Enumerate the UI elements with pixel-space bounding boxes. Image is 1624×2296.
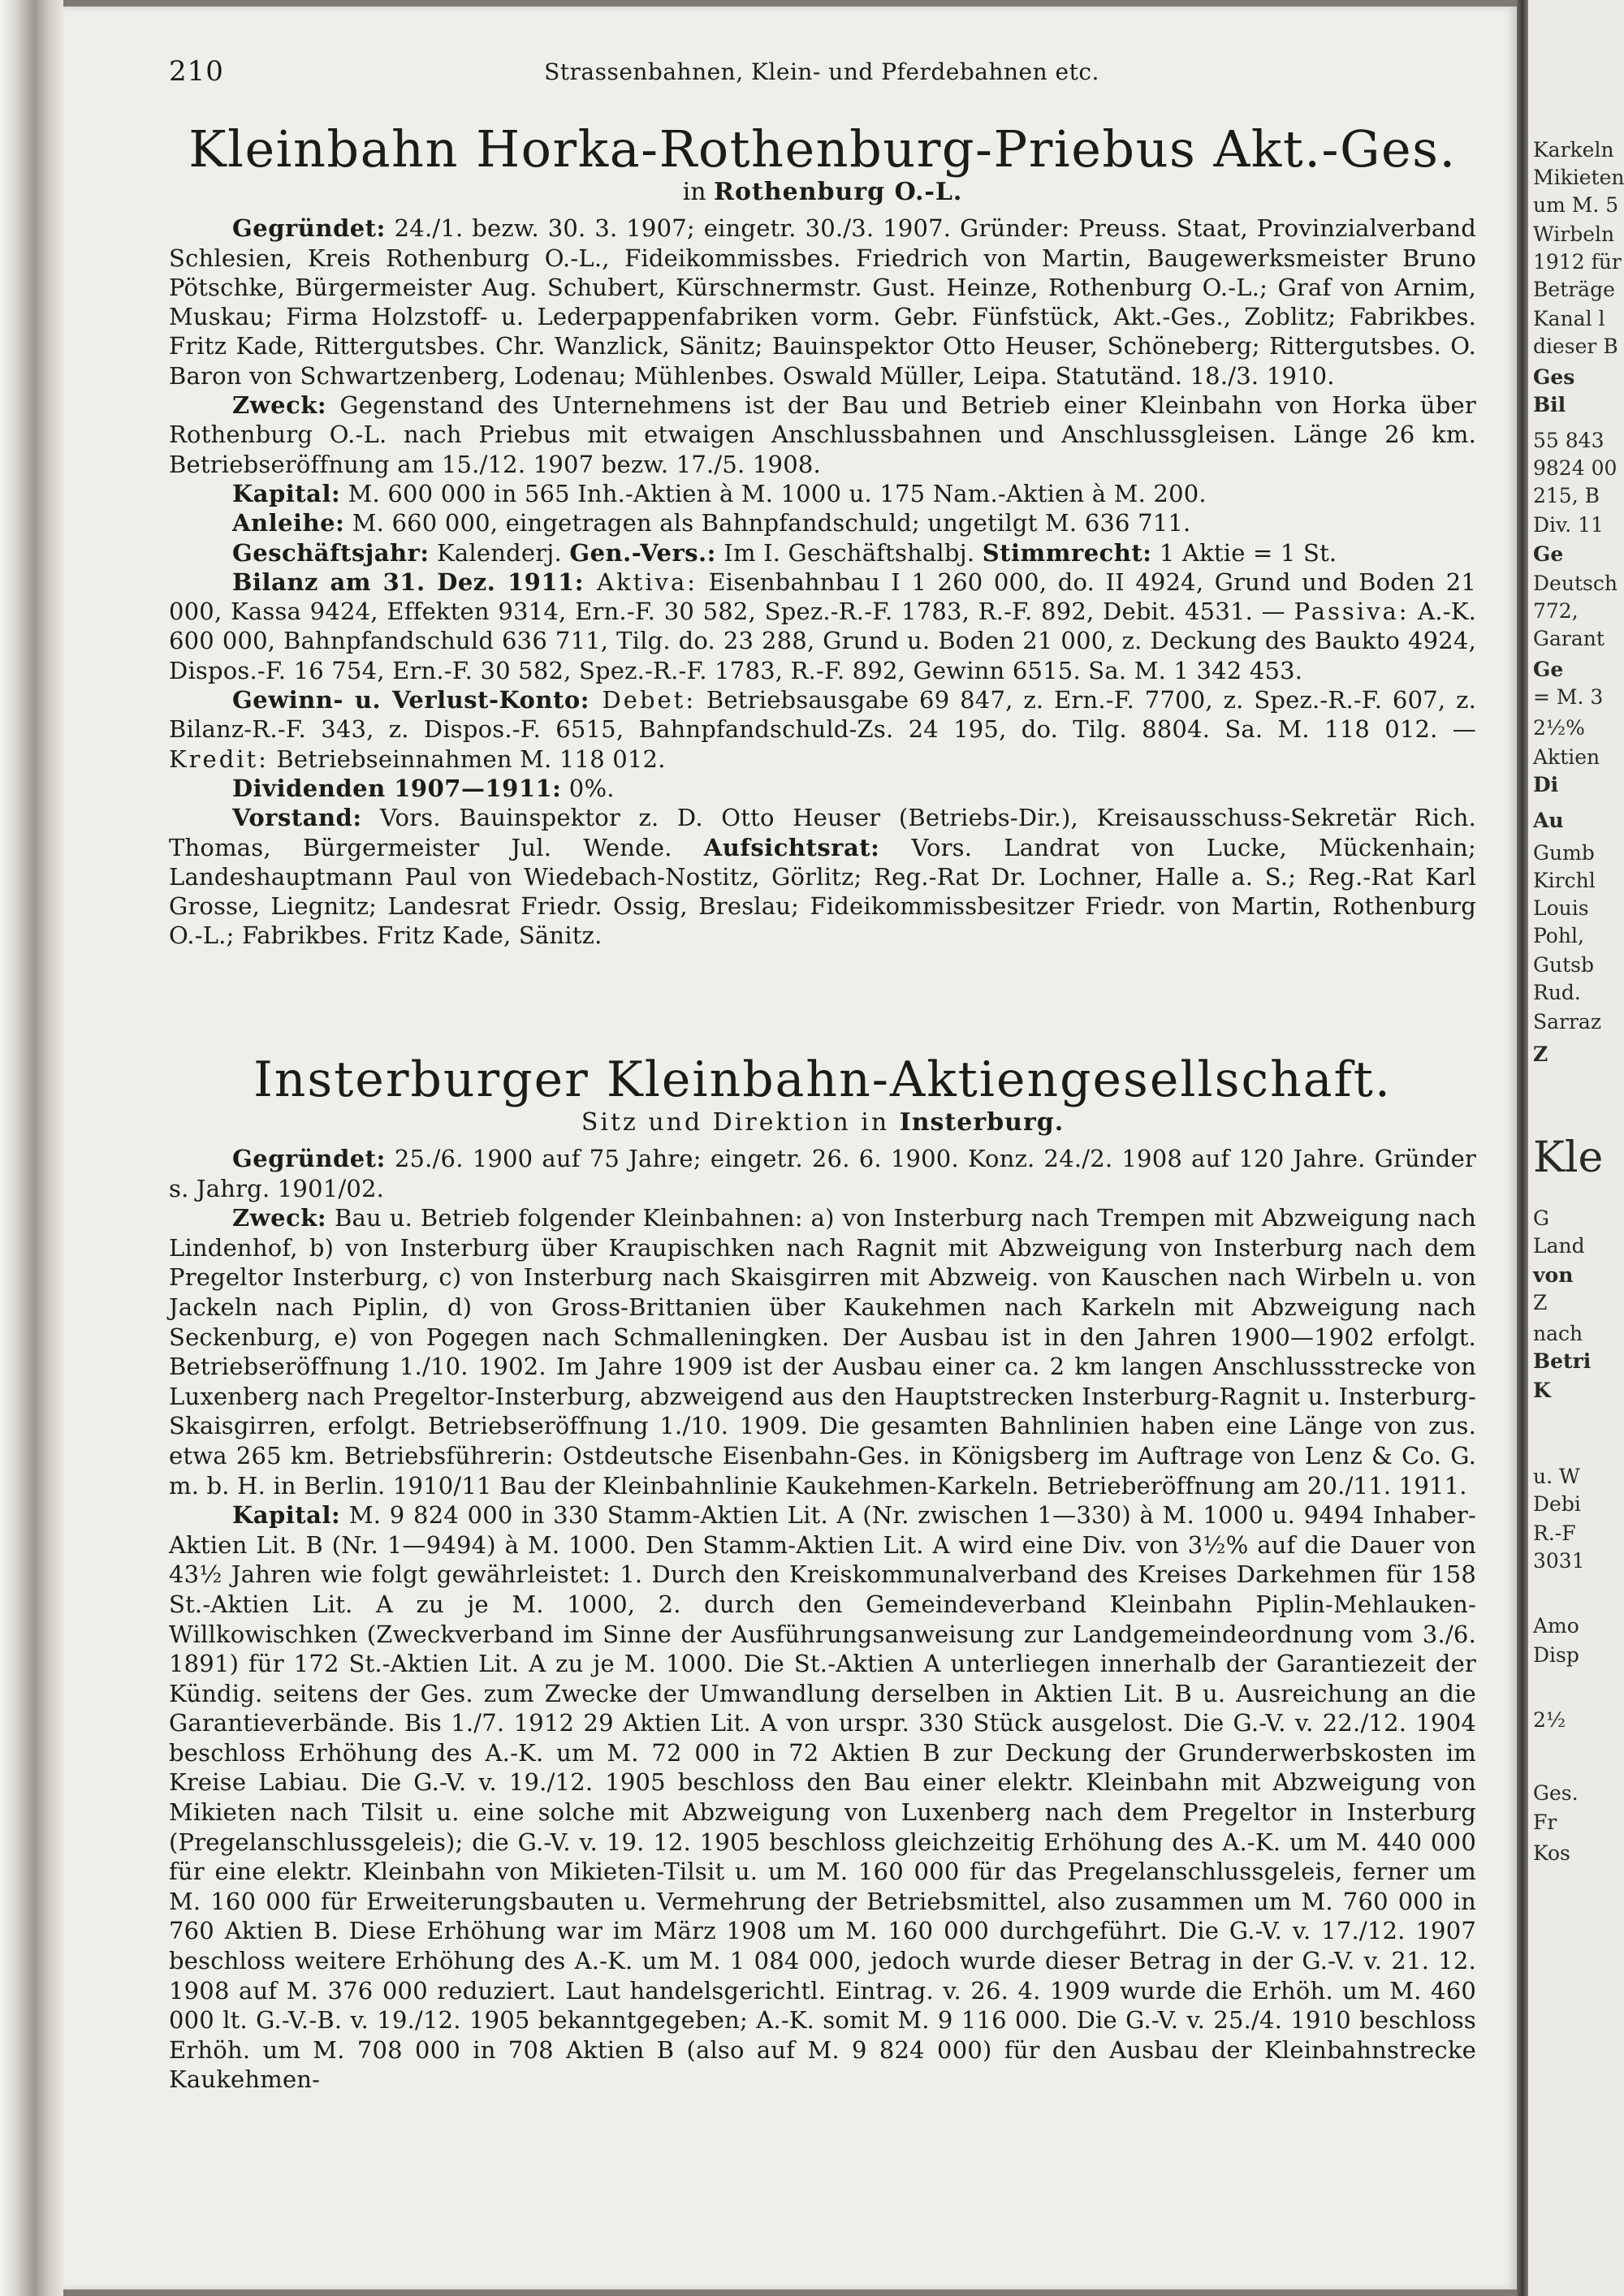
adjacent-page-fragment: Fr	[1533, 1810, 1557, 1834]
adjacent-page-fragment: von	[1533, 1263, 1574, 1287]
article-kleinbahn-horka	[169, 120, 1476, 951]
section-text: Kalenderj.	[429, 538, 570, 567]
seat-prefix: Sitz und Direktion in	[581, 1108, 900, 1137]
section-text: Eisenbahnbau I 1 260 000, do. II 4924, Grund und Boden 21 000, Kassa 9424, Effekten 9314, Ern.-F. 30 582, Spez.-R.-F. 1783, R.-F. 892, Debit. 4531. —	[169, 568, 1476, 626]
section-gegruendet	[169, 1144, 1476, 1203]
adjacent-page-fragment: Louis	[1533, 896, 1589, 920]
page-number: 210	[169, 55, 224, 88]
adjacent-page-fragment: Disp	[1533, 1643, 1579, 1667]
section-label-aufsichtsrat: Aufsichtsrat:	[703, 833, 880, 861]
adjacent-page-fragment: 3031	[1533, 1549, 1585, 1573]
running-head	[169, 55, 1475, 88]
section-zweck	[169, 391, 1476, 479]
section-text: 24./1. bezw. 30. 3. 1907; eingetr. 30./3. 1907. Gründer: Preuss. Staat, Provinzialverband Schlesien, Kreis Rothenburg O.-L., Fideikommissbes. Friedrich von Martin, Baugewerksmeister Bruno Pötschke, Bürgermeister Aug. Schubert, Kürschnermstr. Gust. Heinze, Rothenburg O.-L.; Graf von Arnim, Muskau; Firma Holzstoff- u. Lederpappenfabriken vorm. Gebr. Fünfstück, Akt.-Ges., Zoblitz; Fabrikbes. Fritz Kade, Rittergutsbes. Chr. Wanzlick, Sänitz; Bauinspektor Otto Heuser, Schöneberg; Rittergutsbes. O. Baron von Schwartzenberg, Lodenau; Mühlenbes. Oswald Müller, Leipa. Statutänd. 18./3. 1910.	[169, 214, 1476, 390]
section-text-stimmrecht: 1 Aktie = 1 St.	[1151, 538, 1337, 567]
debet-label: Debet:	[589, 686, 697, 714]
section-text: M. 660 000, eingetragen als Bahnpfandschuld; ungetilgt M. 636 711.	[344, 509, 1191, 537]
adjacent-page-fragment: Ge	[1533, 658, 1564, 681]
section-kapital	[169, 479, 1476, 508]
adjacent-page-fragment: dieser B	[1533, 334, 1618, 358]
section-label: Dividenden 1907—1911:	[232, 774, 562, 802]
section-text: M. 9 824 000 in 330 Stamm-Aktien Lit. A (Nr. zwischen 1—330) à M. 1000 u. 9494 Inhaber-Aktien Lit. B (Nr. 1—9494) à M. 1000. Den Stamm-Aktien Lit. A wird eine Div. von 3½% auf die Dauer von 43½ Jahren wie folgt gewährleistet: 1. Durch den Kreiskommunalverband des Kreises Darkehmen für 158 St.-Aktien Lit. A zu je M. 1000, 2. durch den Gemeindeverband Kleinbahn Piplin-Mehlauken-Willkowischken (Zweckverband im Sinne der Ausführungsanweisung zur Landgemeindeordnung vom 3./6. 1891) für 172 St.-Aktien Lit. A zu je M. 1000. Die St.-Aktien A unterliegen innerhalb der Garantiezeit der Kündig. seitens der Ges. zum Zwecke der Umwandlung derselben in Aktien Lit. B u. Ausreichung an die Garantieverbände. Bis 1./7. 1912 29 Aktien Lit. A von urspr. 330 Stück ausgelost. Die G.-V. v. 22./12. 1904 beschloss Erhöhung des A.-K. um M. 72 000 in 72 Aktien B zur Deckung der Grunderwerbskosten im Kreise Labiau. Die G.-V. v. 19./12. 1905 beschloss den Bau einer elektr. Kleinbahn mit Abzweigung von Mikieten nach Tilsit u. eine solche mit Abzweigung von Luxenberg nach dem Pregeltor in Insterburg (Pregelanschlussgeleis); die G.-V. v. 19. 12. 1905 beschloss gleichzeitig Erhöhung des A.-K. um M. 440 000 für eine elektr. Kleinbahn von Mikieten-Tilsit u. um M. 160 000 für das Pregelanschlussgeleis, ferner um M. 160 000 für Erweiterungsbauten u. Vermehrung der Betriebsmittel, also zusammen um M. 760 000 in 760 Aktien B. Diese Erhöhung war im März 1908 um M. 160 000 durchgeführt. Die G.-V. v. 17./12. 1907 beschloss weitere Erhöhung des A.-K. um M. 1 084 000, jedoch wurde dieser Betrag in der G.-V. v. 21. 12. 1908 auf M. 376 000 reduziert. Laut handelsgerichtl. Eintrag. v. 26. 4. 1909 wurde die Erhöh. um M. 460 000 lt. G.-V.-B. v. 19./12. 1905 bekanntgegeben; A.-K. somit M. 9 116 000. Die G.-V. v. 25./4. 1910 beschloss Erhöh. um M. 708 000 in 708 Aktien B (also auf M. 9 824 000) für den Ausbau der Kleinbahnstrecke Kaukehmen-	[169, 1501, 1476, 2094]
adjacent-page-fragment: Div. 11	[1533, 513, 1604, 537]
section-bilanz	[169, 568, 1476, 685]
section-gegruendet	[169, 214, 1476, 391]
section-dividenden	[169, 774, 1476, 803]
section-label: Vorstand:	[232, 804, 362, 832]
adjacent-page-fragment: Land	[1533, 1234, 1585, 1258]
adjacent-page-fragment: Debi	[1533, 1492, 1581, 1516]
section-zweck	[169, 1203, 1476, 1500]
adjacent-page-fragment: Kirchl	[1533, 869, 1596, 892]
section-text: Bau u. Betrieb folgender Kleinbahnen: a) von Insterburg nach Trempen mit Abzweigung nach Lindenhof, b) von Insterburg über Kraupischken nach Ragnit mit Abzweigung von Insterburg nach dem Pregeltor Insterburg, c) von Insterburg nach Skaisgirren mit Abzweig. von Kauschen nach Wirbeln u. von Jackeln nach Piplin, d) von Gross-Brittanien über Kaukehmen nach Karkeln mit Abzweigung nach Seckenburg, e) von Pogegen nach Schmalleningken. Der Ausbau ist in den Jahren 1900—1902 erfolgt. Betriebseröffnung 1./10. 1902. Im Jahre 1909 ist der Ausbau einer ca. 2 km langen Anschlussstrecke von Luxenberg nach Pregeltor-Insterburg, abzweigend aus den Hauptstrecken Insterburg-Ragnit u. Insterburg-Skaisgirren, erfolgt. Betriebseröffnung 1./10. 1909. Die gesamten Bahnlinien haben eine Länge von zus. etwa 265 km. Betriebsführerin: Ostdeutsche Eisenbahn-Ges. in Königsberg im Auftrage von Lenz & Co. G. m. b. H. in Berlin. 1910/11 Bau der Kleinbahnlinie Kaukehmen-Karkeln. Betrieberöffnung am 20./11. 1911.	[169, 1204, 1476, 1500]
adjacent-page-fragment: 55 843	[1533, 429, 1605, 452]
adjacent-page-fragment: Sarraz	[1533, 1010, 1602, 1034]
adjacent-page-fragment: Aktien	[1533, 745, 1600, 769]
seat-place: Rothenburg O.-L.	[714, 178, 963, 207]
running-title: Strassenbahnen, Klein- und Pferdebahnen etc.	[544, 58, 1099, 85]
section-geschaeftsjahr	[169, 538, 1476, 568]
section-label: Zweck:	[232, 1204, 327, 1232]
seat-place: Insterburg.	[899, 1108, 1065, 1137]
adjacent-page-fragment: Mikieten	[1533, 166, 1624, 189]
adjacent-page-fragment: Kle	[1533, 1133, 1604, 1182]
adjacent-page-fragment: u. W	[1533, 1465, 1580, 1488]
adjacent-page-fragment: Karkeln	[1533, 138, 1614, 162]
adjacent-page-fragment: um M. 5	[1533, 193, 1619, 217]
section-label: Gegründet:	[232, 1145, 386, 1172]
adjacent-page-fragment: Bil	[1533, 393, 1566, 416]
section-text-gen-vers: Im I. Geschäftshalbj.	[715, 538, 983, 567]
adjacent-page-fragment: G	[1533, 1206, 1549, 1230]
section-label: Kapital:	[232, 479, 341, 507]
section-label: Kapital:	[232, 1501, 341, 1530]
section-label: Gegründet:	[232, 214, 386, 243]
section-kapital	[169, 1500, 1476, 2095]
article-title: Insterburger Kleinbahn-Aktiengesellschaft.	[253, 1051, 1392, 1108]
adjacent-page-fragment: Ges	[1533, 365, 1575, 389]
adjacent-page-fragment: Gutsb	[1533, 953, 1594, 977]
section-text: 0%.	[561, 774, 615, 802]
adjacent-page-fragment: Wirbeln	[1533, 222, 1615, 246]
book-spine-edge	[0, 0, 63, 2296]
adjacent-page-fragment: 9824 00	[1533, 456, 1618, 480]
adjacent-page-fragment: Amo	[1533, 1614, 1579, 1638]
adjacent-page-fragment: 1912 für	[1533, 250, 1622, 274]
adjacent-page-edge	[1528, 0, 1624, 2296]
adjacent-page-fragment: 2½	[1533, 1708, 1566, 1732]
section-gewinn-verlust	[169, 685, 1476, 774]
adjacent-page-fragment: K	[1533, 1379, 1551, 1402]
section-label-gen-vers: Gen.-Vers.:	[569, 538, 716, 567]
adjacent-page-fragment: 215, B	[1533, 484, 1600, 507]
adjacent-page-fragment: = M. 3	[1533, 685, 1604, 709]
adjacent-page-fragment: Kanal l	[1533, 307, 1605, 330]
section-text-aufsichtsrat: Vors. Landrat von Lucke, Mückenhain; Landeshauptmann Paul von Wiedebach-Nostitz, Görlitz; Reg.-Rat Dr. Lochner, Halle a. S.; Reg.-Rat Karl Grosse, Liegnitz; Landesrat Friedr. Ossig, Breslau; Fideikommissbesitzer Friedr. von Martin, Rothenburg O.-L.; Fabrikbes. Fritz Kade, Sänitz.	[169, 833, 1476, 950]
adjacent-page-fragment: Deutsch	[1533, 572, 1618, 595]
page-gutter-shadow	[1517, 0, 1528, 2296]
kredit-label: Kredit:	[169, 744, 269, 773]
adjacent-page-fragment: Betri	[1533, 1349, 1592, 1373]
article-insterburger-kleinbahn	[169, 1052, 1476, 2095]
section-label: Bilanz am 31. Dez. 1911:	[232, 568, 584, 596]
company-seat	[169, 178, 1476, 207]
aktiva-label: Aktiva:	[583, 568, 698, 596]
section-label-stimmrecht: Stimmrecht:	[982, 538, 1152, 567]
section-label: Anleihe:	[232, 509, 345, 537]
adjacent-page-fragment: Z	[1533, 1042, 1548, 1066]
adjacent-page-fragment: Ge	[1533, 542, 1564, 566]
section-anleihe	[169, 508, 1476, 537]
section-label: Geschäftsjahr:	[232, 538, 430, 567]
section-text: Gegenstand des Unternehmens ist der Bau und Betrieb einer Kleinbahn von Horka über Rothenburg O.-L. nach Priebus mit etwaigen Anschlussbahnen und Anschlussgleisen. Länge 26 km. Betriebseröffnung am 15./12. 1907 bezw. 17./5. 1908.	[169, 391, 1476, 478]
adjacent-page-fragment: Garant	[1533, 627, 1605, 650]
adjacent-page-fragment: nach	[1533, 1322, 1583, 1345]
adjacent-page-fragment: Z	[1533, 1291, 1548, 1314]
section-text: Vors. Bauinspektor z. D. Otto Heuser (Betriebs-Dir.), Kreisausschuss-Sekretär Rich. Thomas, Bürgermeister Jul. Wende.	[169, 804, 1476, 861]
section-text-kredit: Betriebseinnahmen M. 118 012.	[268, 744, 666, 773]
adjacent-page-fragment: Pohl,	[1533, 924, 1584, 947]
adjacent-page-fragment: 2½%	[1533, 716, 1585, 740]
adjacent-page-fragment: 772,	[1533, 599, 1579, 623]
adjacent-page-fragment: Gumb	[1533, 841, 1595, 865]
adjacent-page-fragment: Kos	[1533, 1841, 1570, 1865]
adjacent-page-fragment: Rud.	[1533, 981, 1581, 1004]
section-vorstand	[169, 803, 1476, 950]
passiva-label: Passiva:	[1294, 598, 1410, 626]
section-text: M. 600 000 in 565 Inh.-Aktien à M. 1000 u. 175 Nam.-Aktien à M. 200.	[340, 479, 1207, 507]
section-text-passiva: A.-K. 600 000, Bahnpfandschuld 636 711, Tilg. do. 23 288, Grund u. Boden 21 000, z. Deckung des Baukto 4924, Dispos.-F. 16 754, Ern.-F. 30 582, Spez.-R.-F. 1783, R.-F. 892, Gewinn 6515. Sa. M. 1 342 453.	[169, 598, 1477, 684]
seat-prefix: in	[682, 178, 715, 207]
adjacent-page-fragment: Au	[1533, 809, 1564, 832]
adjacent-page-fragment: R.-F	[1533, 1521, 1576, 1545]
section-label: Gewinn- u. Verlust-Konto:	[232, 686, 590, 714]
adjacent-page-fragment: Beträge	[1533, 278, 1615, 301]
adjacent-page-fragment: Di	[1533, 773, 1559, 796]
section-label: Zweck:	[232, 391, 327, 420]
section-text: Betriebsausgabe 69 847, z. Ern.-F. 7700, z. Spez.-R.-F. 607, z. Bilanz-R.-F. 343, z. Dispos.-F. 6515, Bahnpfandschuld-Zs. 24 195, do. Tilg. 8804. Sa. M. 118 012. —	[169, 686, 1476, 744]
article-title: Kleinbahn Horka-Rothenburg-Priebus Akt.-Ges.	[188, 119, 1457, 179]
section-text: 25./6. 1900 auf 75 Jahre; eingetr. 26. 6. 1900. Konz. 24./2. 1908 auf 120 Jahre. Gründer s. Jahrg. 1901/02.	[169, 1145, 1476, 1202]
company-seat	[169, 1108, 1476, 1137]
adjacent-page-fragment: Ges.	[1533, 1781, 1579, 1805]
